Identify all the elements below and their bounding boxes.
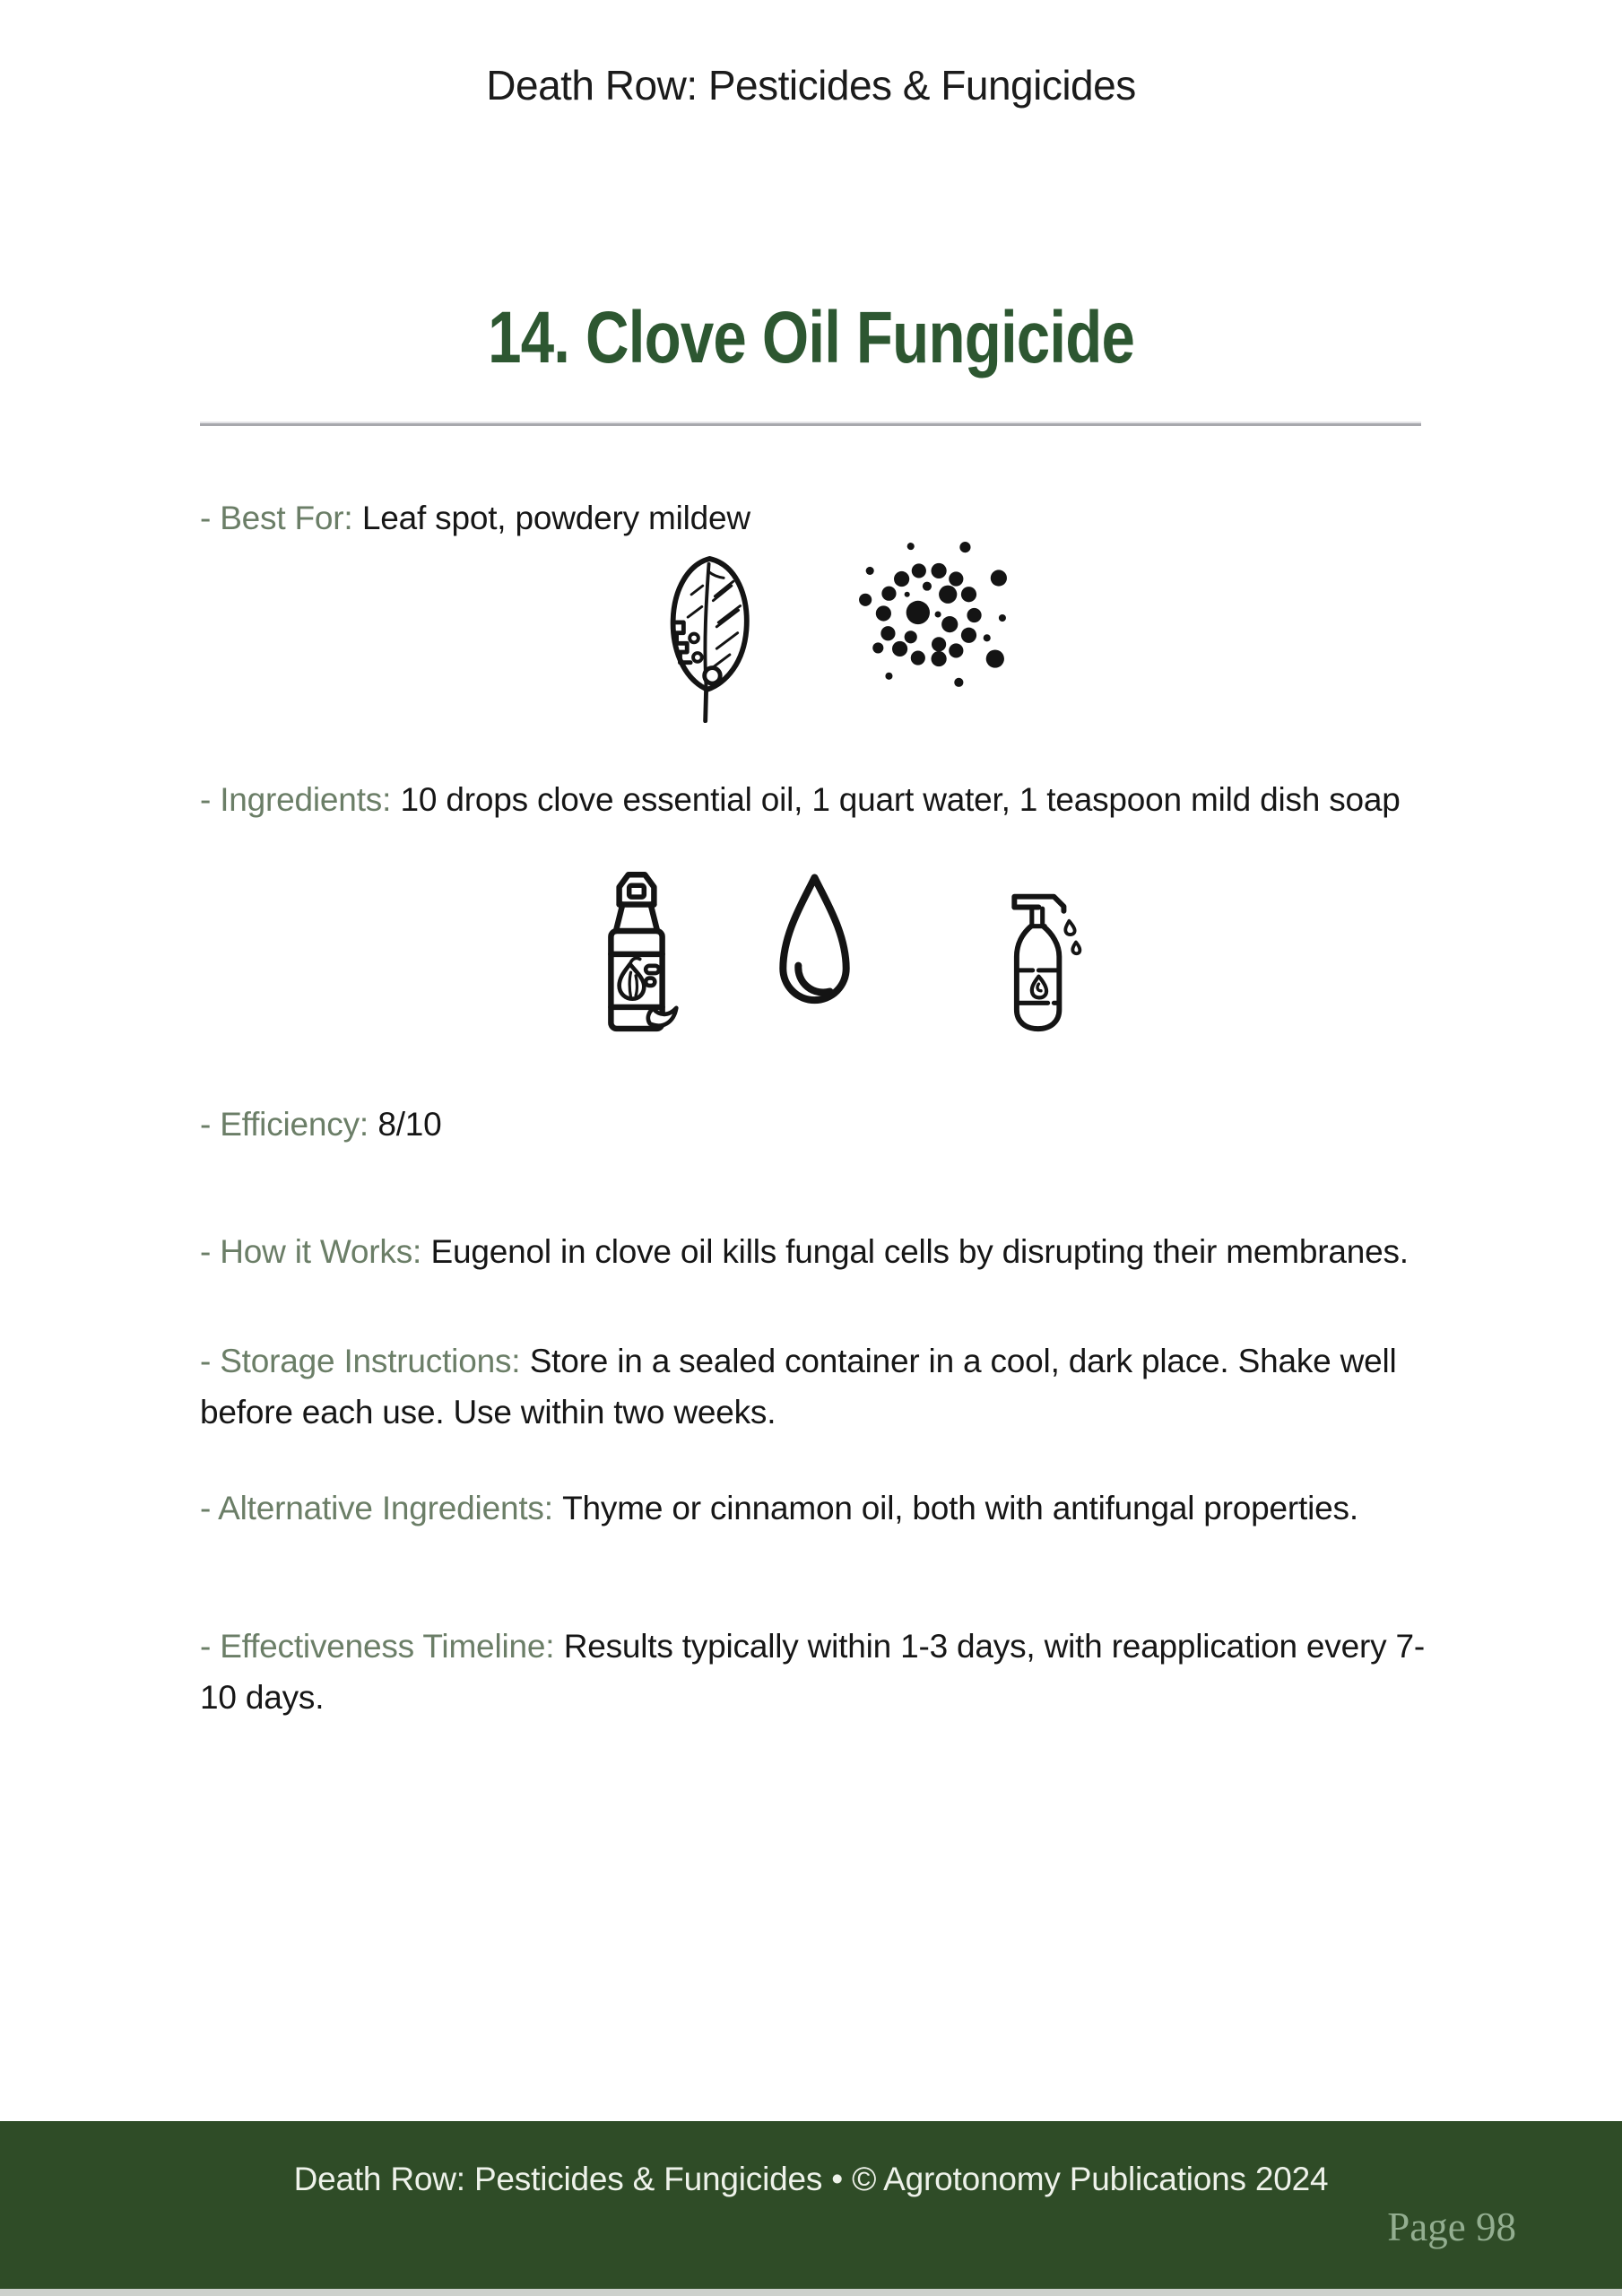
section-title-text: 14. Clove Oil Fungicide bbox=[488, 297, 1134, 378]
how-it-works-value: Eugenol in clove oil kills fungal cells by disrupting their membranes. bbox=[430, 1233, 1409, 1270]
title-divider bbox=[200, 422, 1421, 426]
efficiency-value: 8/10 bbox=[377, 1106, 442, 1143]
footer-text: Death Row: Pesticides & Fungicides • © Agrotonomy Publications 2024 bbox=[293, 2161, 1329, 2197]
storage-label: - Storage Instructions: bbox=[200, 1343, 521, 1379]
effectiveness-row bbox=[200, 1621, 1451, 1723]
damaged-leaf-icon bbox=[663, 552, 759, 723]
essential-oil-bottle-icon bbox=[590, 866, 683, 1039]
effectiveness-label: - Effectiveness Timeline: bbox=[200, 1628, 555, 1665]
footer-bar bbox=[0, 2121, 1622, 2296]
alternative-row bbox=[200, 1483, 1451, 1534]
water-drop-icon bbox=[767, 870, 863, 1028]
mildew-spores-icon bbox=[854, 538, 1009, 692]
ingredients-row bbox=[200, 774, 1451, 825]
storage-row bbox=[200, 1335, 1451, 1438]
best-for-icon-row bbox=[24, 536, 1622, 723]
section-title bbox=[0, 296, 1622, 380]
dish-soap-icon bbox=[996, 883, 1086, 1036]
storage-value: Store in a sealed container in a cool, dark place. Shake well before each use. Use within two weeks. bbox=[200, 1343, 1397, 1431]
page-number: Page 98 bbox=[1387, 2205, 1516, 2249]
effectiveness-value: Results typically within 1-3 days, with reapplication every 7-10 days. bbox=[200, 1628, 1425, 1716]
how-it-works-row bbox=[200, 1226, 1451, 1277]
book-header-title: Death Row: Pesticides & Fungicides bbox=[486, 62, 1136, 109]
best-for-label: - Best For: bbox=[200, 500, 353, 536]
efficiency-row bbox=[200, 1099, 1451, 1150]
alternative-label: - Alternative Ingredients: bbox=[200, 1490, 553, 1526]
ingredients-icon-row bbox=[27, 859, 1622, 1039]
how-it-works-label: - How it Works: bbox=[200, 1233, 422, 1270]
page-bottom-edge bbox=[0, 2289, 1622, 2296]
best-for-value: Leaf spot, powdery mildew bbox=[361, 500, 750, 536]
ingredients-value: 10 drops clove essential oil, 1 quart water, 1 teaspoon mild dish soap bbox=[400, 781, 1401, 818]
efficiency-label: - Efficiency: bbox=[200, 1106, 369, 1143]
ingredients-label: - Ingredients: bbox=[200, 781, 392, 818]
alternative-value: Thyme or cinnamon oil, both with antifungal properties. bbox=[562, 1490, 1358, 1526]
